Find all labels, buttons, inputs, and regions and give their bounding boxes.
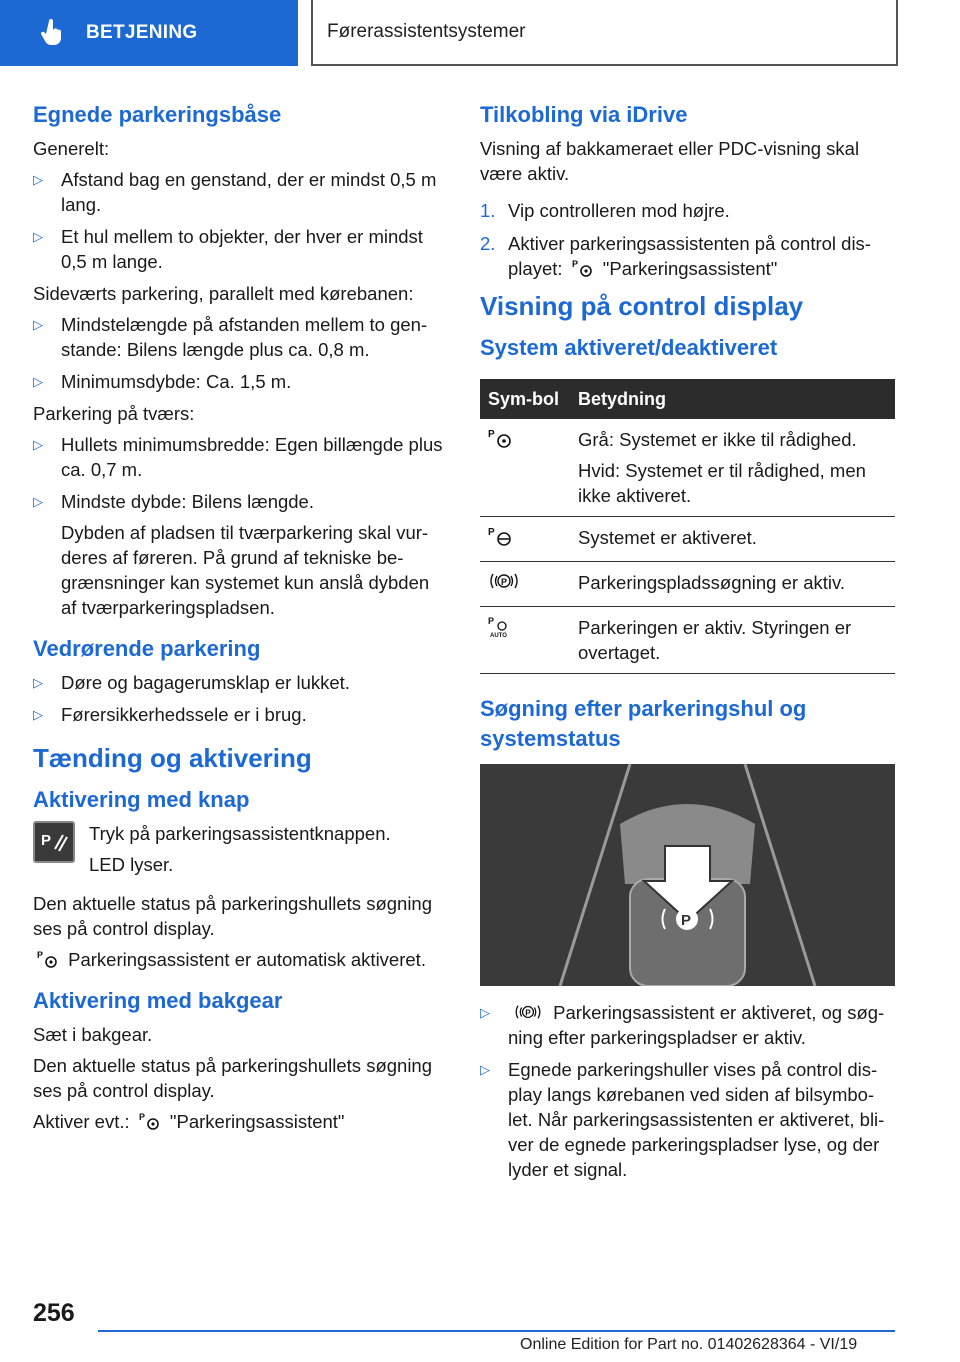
heading-taending: Tænding og aktivering xyxy=(33,743,312,773)
parking-button-icon xyxy=(33,821,75,863)
status-text-2: Den aktuelle status på parkeringshullets søgning ses på control display. xyxy=(33,1055,433,1101)
list-item: ▷ Mindste dybde: Bilens længde. Dybden af pladsen til tværparkering skal vur-deres af føreren. På grund af tekniske be-grænsninger kan systemet kun anslå dybden af tværparkeringspladsen. xyxy=(33,489,443,620)
svg-text:P: P xyxy=(488,429,495,440)
svg-text:P: P xyxy=(681,912,692,929)
status-text: Den aktuelle status på parkeringshullets søgning ses på control display. xyxy=(33,893,433,939)
table-row xyxy=(480,419,895,517)
table-row xyxy=(480,607,895,674)
list-item: 2. Aktiver parkeringsassistenten på control dis-playet: P "Parkeringsassistent" xyxy=(480,233,871,279)
right-column xyxy=(480,100,895,1189)
chapter-header xyxy=(311,0,898,66)
list-item: ▷ Afstand bag en genstand, der er mindst 0,5 m lang. xyxy=(33,169,437,215)
heading-knap: Aktivering med knap xyxy=(33,787,250,812)
list-item: ▷ Døre og bagagerumsklap er lukket. xyxy=(33,672,350,693)
list-item: ▷ Minimumsdybde: Ca. 1,5 m. xyxy=(33,371,292,392)
footer-divider xyxy=(98,1330,895,1332)
list-item: ▷ Hullets minimumsbredde: Egen billængde plus ca. 0,7 m. xyxy=(33,434,443,480)
sidevaerts-label: Sideværts parkering, parallelt med kørebanen: xyxy=(33,283,414,304)
table-cell: Grå: Systemet er ikke til rådighed. xyxy=(578,429,857,450)
aktiver-row: Aktiver evt.: P "Parkeringsassistent" xyxy=(33,1111,345,1132)
list-item: ▷ Et hul mellem to objekter, der hver er mindst 0,5 m lange. xyxy=(33,226,423,272)
generelt-label: Generelt: xyxy=(33,138,110,159)
tvaers-list xyxy=(33,432,443,620)
auto-row: P Parkeringsassistent er automatisk aktiveret. xyxy=(37,949,426,970)
table-cell: Parkeringen er aktiv. Styringen er overtaget. xyxy=(570,607,895,674)
parking-assist-icon xyxy=(572,258,594,278)
table-row xyxy=(480,517,895,562)
svg-text:P: P xyxy=(41,832,52,849)
heading-soegning: Søgning efter parkeringshul og systemstatus xyxy=(480,696,807,751)
parking-assist-icon xyxy=(37,949,59,969)
section-tab xyxy=(0,0,298,66)
steps-list xyxy=(480,198,895,281)
heading-visning: Visning på control display xyxy=(480,291,804,321)
parking-assist-icon xyxy=(488,427,514,449)
column-header: Sym-bol xyxy=(480,379,570,419)
svg-text:P: P xyxy=(488,616,495,626)
heading-vedr: Vedrørende parkering xyxy=(33,636,261,661)
parking-search-icon xyxy=(488,570,520,592)
symbol-table xyxy=(480,379,895,674)
hand-pointer-icon xyxy=(40,19,64,47)
list-item: ▷ P Parkeringsassistent er aktiveret, og søg-ning efter parkeringspladser er aktiv. xyxy=(480,1002,885,1048)
edition-text: Online Edition for Part no. 01402628364 - VI/19 xyxy=(520,1336,858,1353)
sidevaerts-list xyxy=(33,312,443,394)
heading-system: System aktiveret/deaktiveret xyxy=(480,335,778,360)
list-item: ▷ Mindstelængde på afstanden mellem to gen-stande: Bilens længde plus ca. 0,8 m. xyxy=(33,314,428,360)
column-header: Betydning xyxy=(570,379,895,419)
heading-idrive: Tilkobling via iDrive xyxy=(480,102,688,127)
knap-row xyxy=(33,821,443,883)
svg-text:AUTO: AUTO xyxy=(490,633,507,639)
table-header-row xyxy=(480,379,895,419)
tvaers-note: Dybden af pladsen til tværparkering skal vur-deres af føreren. På grund af tekniske be-grænsninger kan systemet kun anslå dybden af tværparkeringspladsen. xyxy=(61,522,430,618)
vedr-list xyxy=(33,670,443,727)
control-display-image xyxy=(480,764,895,986)
generelt-list xyxy=(33,167,443,274)
svg-text:P: P xyxy=(525,1008,531,1018)
table-cell: Hvid: Systemet er til rådighed, men ikke aktiveret. xyxy=(578,460,866,506)
knap-text: Tryk på parkeringsassistentknappen. xyxy=(89,823,391,844)
parking-assist-icon xyxy=(139,1111,161,1131)
table-row xyxy=(480,562,895,607)
list-item: ▷ Egnede parkeringshuller vises på control dis-play langs kørebanen ved siden af bilsymbo-let. Når parkeringsassistenten er aktiveret, bli-ver de egnede parkeringspladser lyse, og der lyder et signal. xyxy=(480,1059,885,1180)
svg-text:P: P xyxy=(37,950,44,960)
list-item: ▷ Førersikkerhedssele er i brug. xyxy=(33,704,307,725)
left-column xyxy=(33,100,443,1140)
parking-assist-active-icon xyxy=(488,525,514,547)
soegning-list xyxy=(480,1000,895,1182)
chapter-label: Førerassistentsystemer xyxy=(327,21,526,42)
list-item: 1. Vip controlleren mod højre. xyxy=(480,200,730,221)
heading-egnede: Egnede parkeringsbåse xyxy=(33,102,282,127)
svg-text:P: P xyxy=(488,527,495,538)
svg-text:P: P xyxy=(571,259,578,269)
svg-text:P: P xyxy=(138,1112,145,1122)
led-text: LED lyser. xyxy=(89,854,174,875)
parking-search-icon xyxy=(512,1002,544,1022)
tvaers-label: Parkering på tværs: xyxy=(33,403,195,424)
idrive-text: Visning af bakkameraet eller PDC-visning skal være aktiv. xyxy=(480,138,860,184)
heading-bakgear: Aktivering med bakgear xyxy=(33,988,283,1013)
section-label: BETJENING xyxy=(86,22,198,43)
bakgear-text: Sæt i bakgear. xyxy=(33,1024,153,1045)
svg-text:P: P xyxy=(501,577,508,587)
page-number: 256 xyxy=(33,1299,75,1327)
parking-auto-icon xyxy=(488,615,514,639)
table-cell: Systemet er aktiveret. xyxy=(570,517,895,562)
table-cell: Parkeringspladssøgning er aktiv. xyxy=(570,562,895,607)
